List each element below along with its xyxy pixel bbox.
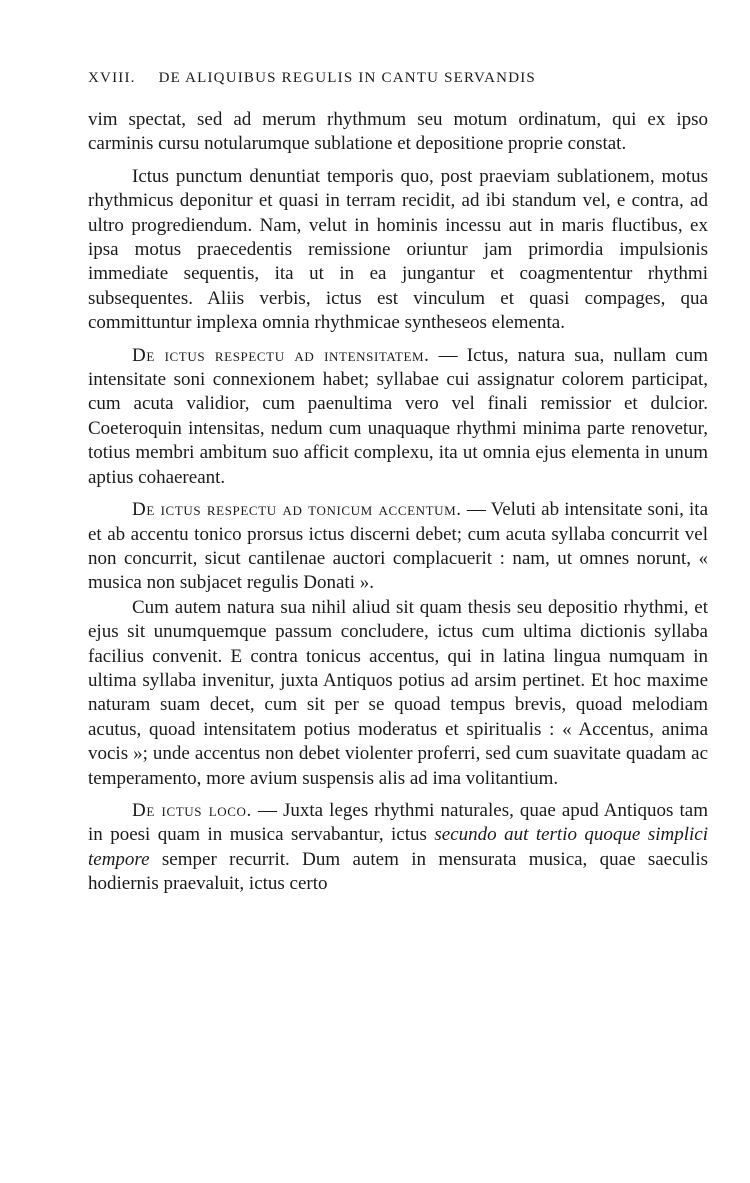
folio: XVIII. — [88, 70, 136, 86]
paragraph-1: vim spectat, sed ad merum rhythmum seu motum ordinatum, qui ex ipso carminis cursu notularumque sublatione et depositione proprie constat. — [88, 109, 708, 155]
paragraph-3-body: — Ictus, natura sua, nullam cum intensitate soni connexionem habet; syllabae cui assignatur colorem participat, cum acuta validior, cum paenultima vero vel finali remissior et dulcior. Coeteroquin intensitas, nedum cum unaquaque rhythmi minima parte renovetur, totius membri ambitum suo afficit complexu, ita ut omnia ejus elementa in unum aptius cohaereant. — [88, 344, 709, 488]
running-head — [88, 68, 708, 88]
paragraph-6-body-a: — Juxta leges rhythmi naturales, quae apud Antiquos tam in poesi quam in musica servabantur, ictus — [88, 799, 708, 846]
paragraph-4-body: — Veluti ab intensitate soni, ita et ab accentu tonico prorsus ictus discerni debet; cum acuta syllaba concurrit vel non concurrit, sicut cantilenae auctori complacuerit : nam, ut omnes norunt, « musica non subjacet regulis Donati ». — [88, 499, 709, 594]
paragraph-6-emphasis: secundo aut tertio quoque simplici tempore — [88, 824, 708, 870]
paragraph-6-body-b: semper recurrit. Dum autem in mensurata musica, quae saeculis hodiernis praevaluit, ictus certo — [88, 848, 708, 895]
paragraph-3 — [88, 344, 708, 490]
paragraph-2: Ictus punctum denuntiat temporis quo, post praeviam sublationem, motus rhythmicus deponitur et quasi in terram recidit, ad ibi standum vel, e contra, ad ultro progrediendum. Nam, velut in hominis incessu aut in maris fluctibus, ex ipsa motus praecedentis remissione oriuntur jam primordia impulsionis immediate sequentis, ita ut in ea jungantur et coagmententur rhythmi subsequentes. Aliis verbis, ictus est vinculum et quasi compages, qua committuntur implexa omnia rhythmicae syntheseos elementa. — [88, 165, 708, 334]
running-title: DE ALIQUIBUS REGULIS IN CANTU SERVANDIS — [158, 70, 536, 86]
paragraph-4 — [88, 498, 708, 596]
section-heading-intensitatem: De ictus respectu ad intensitatem. — [132, 344, 430, 366]
section-heading-tonicum-accentum: De ictus respectu ad tonicum accentum. — [132, 499, 462, 521]
section-heading-ictus-loco: De ictus loco. — [132, 799, 252, 821]
page — [88, 68, 708, 897]
paragraph-5: Cum autem natura sua nihil aliud sit quam thesis seu depositio rhythmi, et ejus sit unumquemque passum concludere, ictus cum ultima dictionis syllaba facilius convenit. E contra tonicus accentus, qui in latina lingua numquam in ultima syllaba invenitur, juxta Antiquos potius ad arsim pertinet. Et hoc maxime naturam suam decet, cum sit per se quoad tempus brevis, quoad melodiam acutus, quoad intensitatem potius moderatus et spiritualis : « Accentus, anima vocis »; unde accentus non debet violenter proferri, sed cum suavitate quadam ac temperamento, more avium suspensis alis ad ima volitantium. — [88, 596, 708, 789]
paragraph-6 — [88, 799, 708, 897]
